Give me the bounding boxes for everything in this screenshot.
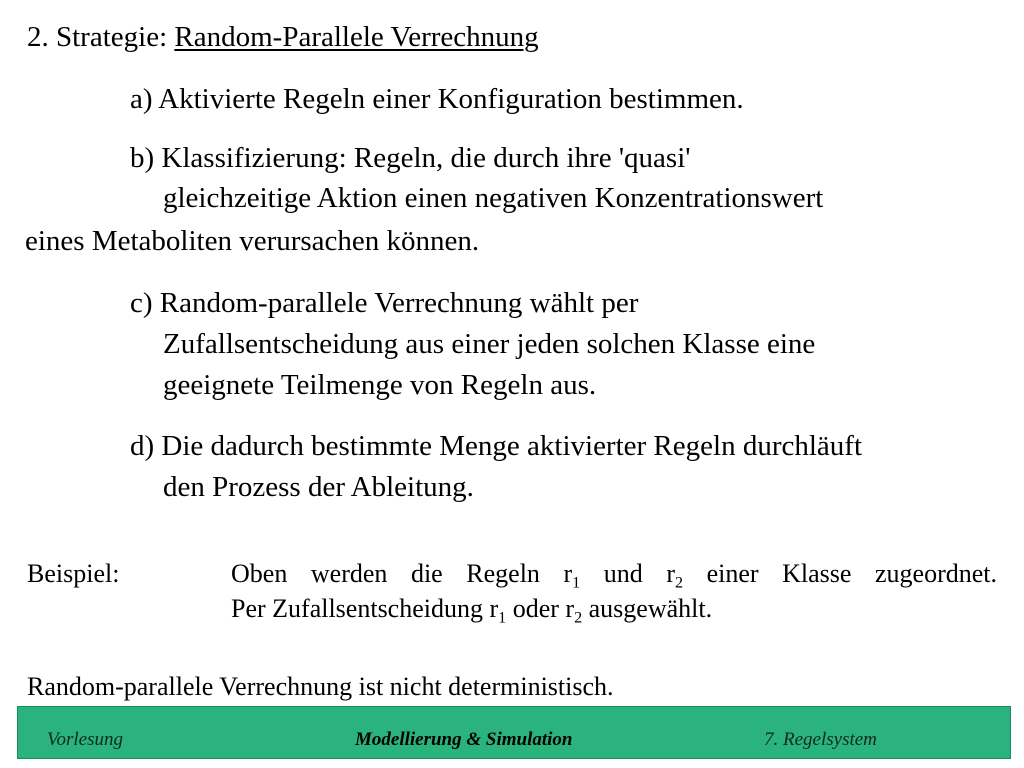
heading-title: Random-Parallele Verrechnung [174, 21, 539, 53]
item-c-line2: Zufallsentscheidung aus einer jeden solchen Klasse eine [163, 328, 816, 360]
example-line2-text2: oder r [506, 594, 575, 623]
item-b-line3: eines Metaboliten verursachen können. [25, 225, 480, 257]
example-line1 [231, 559, 997, 592]
example-label: Beispiel: [27, 559, 120, 588]
item-b-line1: b) Klassifizierung: Regeln, die durch ihre 'quasi' [130, 142, 691, 174]
example-line1-text1: Oben werden die Regeln r [231, 559, 573, 588]
item-c-line3: geeignete Teilmenge von Regeln aus. [163, 369, 597, 401]
heading-prefix: 2. Strategie: [27, 21, 175, 53]
example-line1-sub2: 2 [674, 574, 684, 592]
item-b-line2: gleichzeitige Aktion einen negativen Konzentrationswert [163, 182, 824, 214]
item-a: a) Aktivierte Regeln einer Konfiguration bestimmen. [130, 83, 744, 115]
footer-chapter-label: 7. Regelsystem [764, 729, 877, 750]
example-line1-text3: einer Klasse zugeordnet. [683, 559, 997, 588]
example-line2-sub2: 2 [574, 609, 583, 627]
slide-heading [27, 23, 539, 52]
item-d-line1: d) Die dadurch bestimmte Menge aktivierter Regeln durchläuft [130, 430, 862, 462]
conclusion-text: Random-parallele Verrechnung ist nicht deterministisch. [27, 672, 614, 701]
item-c-line1: c) Random-parallele Verrechnung wählt per [130, 287, 639, 319]
example-line1-text2: und r [580, 559, 675, 588]
footer-bar [17, 706, 1011, 759]
footer-course-title: Modellierung & Simulation [355, 729, 573, 750]
item-d-line2: den Prozess der Ableitung. [163, 471, 474, 503]
footer-left-label: Vorlesung [47, 729, 123, 750]
example-line2 [231, 594, 713, 627]
example-line1-sub1: 1 [572, 574, 581, 592]
example-line2-text3: ausgewählt. [582, 594, 713, 623]
example-line2-text1: Per Zufallsentscheidung r [231, 594, 499, 623]
example-line2-sub1: 1 [498, 609, 507, 627]
